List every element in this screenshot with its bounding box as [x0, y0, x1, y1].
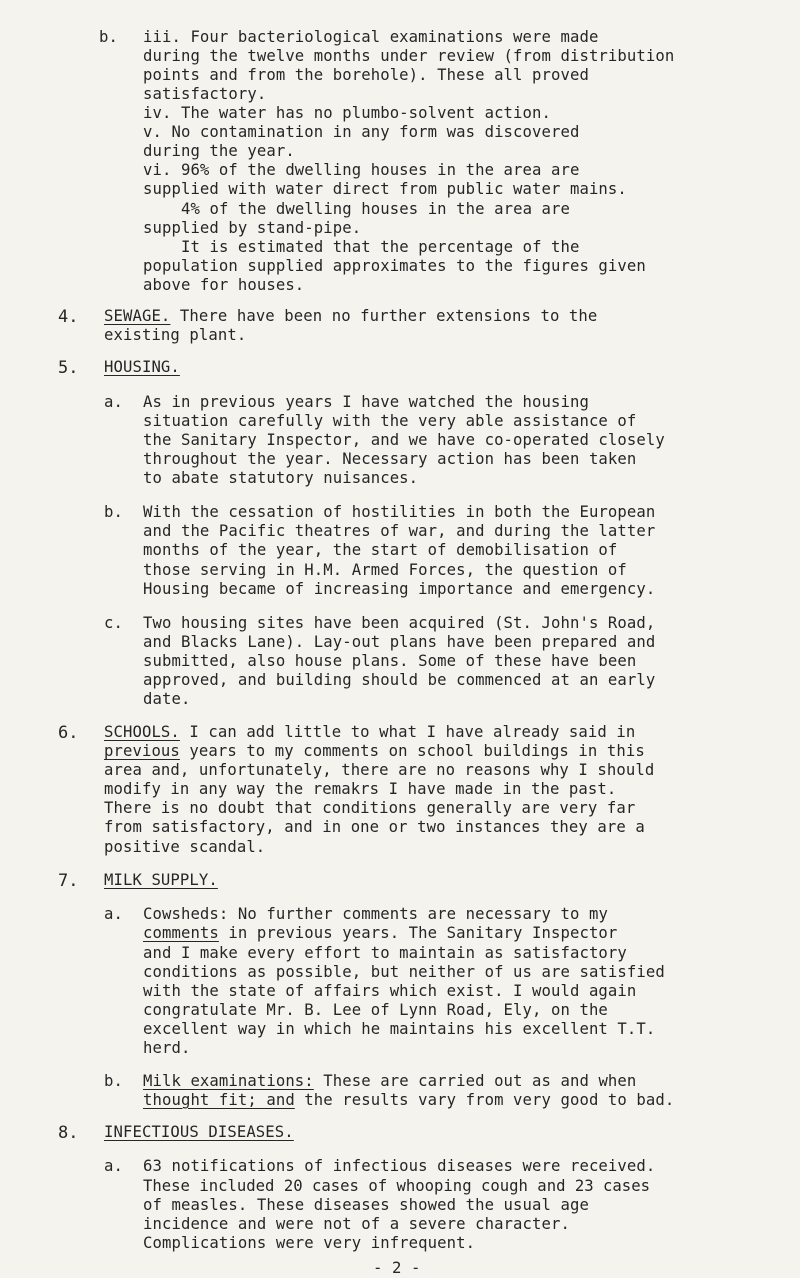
section-number: 8.: [58, 1123, 79, 1144]
section-number: 5.: [58, 358, 79, 379]
underlined-phrase: thought fit; and: [143, 1090, 295, 1109]
text-line: No further comments are necessary to my: [228, 905, 608, 924]
text-line: in previous years. The Sanitary Inspector: [218, 924, 618, 943]
page-number: - 2 -: [373, 1258, 421, 1277]
text-line: satisfactory.: [143, 84, 267, 103]
text-line: of measles. These diseases showed the usual age: [143, 1195, 589, 1214]
item-marker-a: a.: [104, 392, 123, 411]
text-line: from satisfactory, and in one or two instances they are a: [104, 818, 645, 837]
subheading: Milk examinations:: [143, 1071, 314, 1090]
text-line: date.: [143, 690, 191, 709]
text-line-composite: [143, 1072, 636, 1091]
section-number: 6.: [58, 722, 79, 743]
text-line: and the Pacific theatres of war, and during the latter: [143, 522, 656, 541]
text-line: These are carried out as and when: [313, 1071, 637, 1090]
section-heading: SCHOOLS.: [104, 722, 180, 741]
text-line: 63 notifications of infectious diseases were received.: [143, 1157, 656, 1176]
text-line: Housing became of increasing importance and emergency.: [143, 579, 656, 598]
text-line: during the year.: [143, 142, 295, 161]
text-line: There is no doubt that conditions generally are very far: [104, 799, 636, 818]
text-line-composite: [143, 1091, 674, 1110]
underlined-word: previous: [104, 742, 180, 761]
text-line: and Blacks Lane). Lay-out plans have been prepared and: [143, 633, 656, 652]
text-line: v. No contamination in any form was discovered: [143, 123, 580, 142]
text-line: submitted, also house plans. Some of these have been: [143, 652, 637, 671]
item-marker-b: b.: [104, 503, 123, 522]
text-line: population supplied approximates to the figures given: [143, 256, 646, 275]
text-line: points and from the borehole). These all proved: [143, 65, 589, 84]
text-line: excellent way in which he maintains his excellent T.T.: [143, 1019, 656, 1038]
text-line: months of the year, the start of demobilisation of: [143, 541, 618, 560]
text-line: during the twelve months under review (from distribution: [143, 46, 675, 65]
text-line: approved, and building should be commenced at an early: [143, 671, 656, 690]
text-line-composite: [104, 742, 645, 761]
text-line: supplied with water direct from public water mains.: [143, 180, 627, 199]
section-heading: INFECTIOUS DISEASES.: [104, 1123, 294, 1142]
text-line: Two housing sites have been acquired (St. John's Road,: [143, 614, 656, 633]
text-line: years to my comments on school buildings in this: [179, 742, 645, 761]
text-line: 4% of the dwelling houses in the area are: [181, 199, 571, 218]
text-line: to abate statutory nuisances.: [143, 468, 419, 487]
text-line: These included 20 cases of whooping cough and 23 cases: [143, 1176, 650, 1195]
item-marker-b: b.: [104, 1071, 123, 1090]
section-heading: SEWAGE.: [104, 306, 171, 325]
text-line: existing plant.: [104, 325, 247, 344]
text-line: I can add little to what I have already said in: [179, 722, 636, 741]
text-line: incidence and were not of a severe character.: [143, 1214, 570, 1233]
text-line: It is estimated that the percentage of the: [181, 237, 580, 256]
section-heading-line: [104, 307, 597, 326]
text-line: the results vary from very good to bad.: [294, 1090, 675, 1109]
text-line: area and, unfortunately, there are no reasons why I should: [104, 761, 655, 780]
text-line: iii. Four bacteriological examinations were made: [143, 27, 599, 46]
text-line: There have been no further extensions to the: [170, 306, 598, 325]
item-marker-a: a.: [104, 1157, 123, 1176]
item-marker-b: b.: [99, 27, 118, 46]
section-heading-line: [104, 723, 635, 742]
section-heading: HOUSING.: [104, 358, 180, 377]
text-line: As in previous years I have watched the housing: [143, 392, 589, 411]
text-line: positive scandal.: [104, 837, 266, 856]
text-line: iv. The water has no plumbo-solvent action.: [143, 104, 551, 123]
underlined-word: comments: [143, 924, 219, 943]
text-line: herd.: [143, 1039, 191, 1058]
text-line-composite: [143, 905, 608, 924]
text-line: With the cessation of hostilities in both the European: [143, 503, 656, 522]
subheading: Cowsheds:: [143, 905, 229, 924]
item-marker-c: c.: [104, 614, 123, 633]
text-line: with the state of affairs which exist. I would again: [143, 981, 637, 1000]
text-line: modify in any way the remakrs I have made in the past.: [104, 780, 617, 799]
section-number: 7.: [58, 870, 79, 891]
section-heading: MILK SUPPLY.: [104, 870, 218, 889]
text-line-composite: [143, 924, 617, 943]
text-line: above for houses.: [143, 275, 305, 294]
text-line: Complications were very infrequent.: [143, 1233, 476, 1252]
text-line: throughout the year. Necessary action has been taken: [143, 449, 637, 468]
text-line: congratulate Mr. B. Lee of Lynn Road, Ely, on the: [143, 1000, 608, 1019]
text-line: supplied by stand-pipe.: [143, 218, 362, 237]
text-line: vi. 96% of the dwelling houses in the area are: [143, 161, 580, 180]
section-number: 4.: [58, 306, 79, 327]
text-line: those serving in H.M. Armed Forces, the question of: [143, 560, 627, 579]
text-line: the Sanitary Inspector, and we have co-operated closely: [143, 430, 665, 449]
item-marker-a: a.: [104, 905, 123, 924]
text-line: situation carefully with the very able assistance of: [143, 411, 637, 430]
text-line: conditions as possible, but neither of us are satisfied: [143, 962, 665, 981]
text-line: and I make every effort to maintain as satisfactory: [143, 943, 627, 962]
